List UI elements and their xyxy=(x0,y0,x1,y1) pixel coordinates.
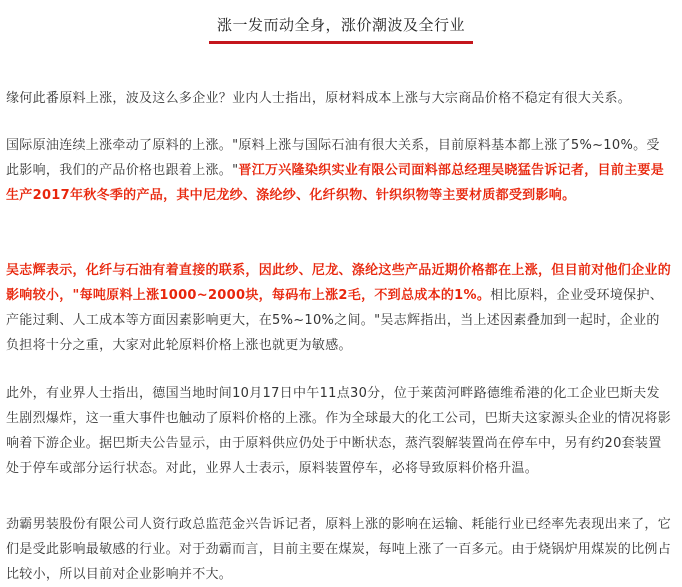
paragraph-1-text: 缘何此番原料上涨，波及这么多企业？业内人士指出，原材料成本上涨与大宗商品价格不稳定有很大关系。 xyxy=(6,91,632,106)
paragraph-2-text: 国际原油连续上涨牵动了原料的上涨。"原料上涨与国际石油有很大关系，目前原料基本都上涨了5%~10%。受此影响，我们的产品价格也跟着上涨。" xyxy=(6,138,660,178)
paragraph-2-emphasis: 晋江万兴隆染织实业有限公司面料部总经理吴晓猛告诉记者，目前主要是生产2017年秋冬季的产品，其中尼龙纱、涤纶纱、化纤织物、针织织物等主要材质都受到影响。 xyxy=(6,163,664,203)
paragraph-5 xyxy=(6,512,672,587)
article-title-wrap xyxy=(0,14,682,44)
paragraph-3-emphasis: 吴志辉表示，化纤与石油有着直接的联系，因此纱、尼龙、涤纶这些产品近期价格都在上涨，但目前对他们企业的影响较小，"每吨原料上涨1000~2000块，每码布上涨2毛，不到总成本的1%。 xyxy=(6,263,672,303)
paragraph-5-text: 劲霸男装股份有限公司人资行政总监范金兴告诉记者，原料上涨的影响在运输、耗能行业已经率先表现出来了，它们是受此影响最敏感的行业。对于劲霸而言，目前主要在煤炭，每吨上涨了一百多元。由于烧锅炉用煤炭的比例占比较小，所以目前对企业影响并不大。 xyxy=(6,517,672,582)
paragraph-2 xyxy=(6,133,672,208)
paragraph-3 xyxy=(6,258,672,358)
article-title: 涨一发而动全身，涨价潮波及全行业 xyxy=(209,14,473,44)
paragraph-3-text: 相比原料，企业受环境保护、产能过剩、人工成本等方面因素影响更大，在5%~10%之间。"吴志辉指出，当上述因素叠加到一起时，企业的负担将十分之重，大家对此轮原料价格上涨也就更为敏感。 xyxy=(6,288,664,353)
paragraph-4-text: 此外，有业界人士指出，德国当地时间10月17日中午11点30分，位于莱茵河畔路德维希港的化工企业巴斯夫发生剧烈爆炸，这一重大事件也触动了原料价格的上涨。作为全球最大的化工公司，巴斯夫这家源头企业的情况将影响着下游企业。据巴斯夫公告显示，由于原料供应仍处于中断状态，蒸汽裂解装置尚在停车中，另有约20套装置处于停车或部分运行状态。对此，业界人士表示，原料装置停车，必将导致原料价格升温。 xyxy=(6,386,672,476)
paragraph-4 xyxy=(6,381,672,481)
paragraph-1 xyxy=(6,86,672,111)
